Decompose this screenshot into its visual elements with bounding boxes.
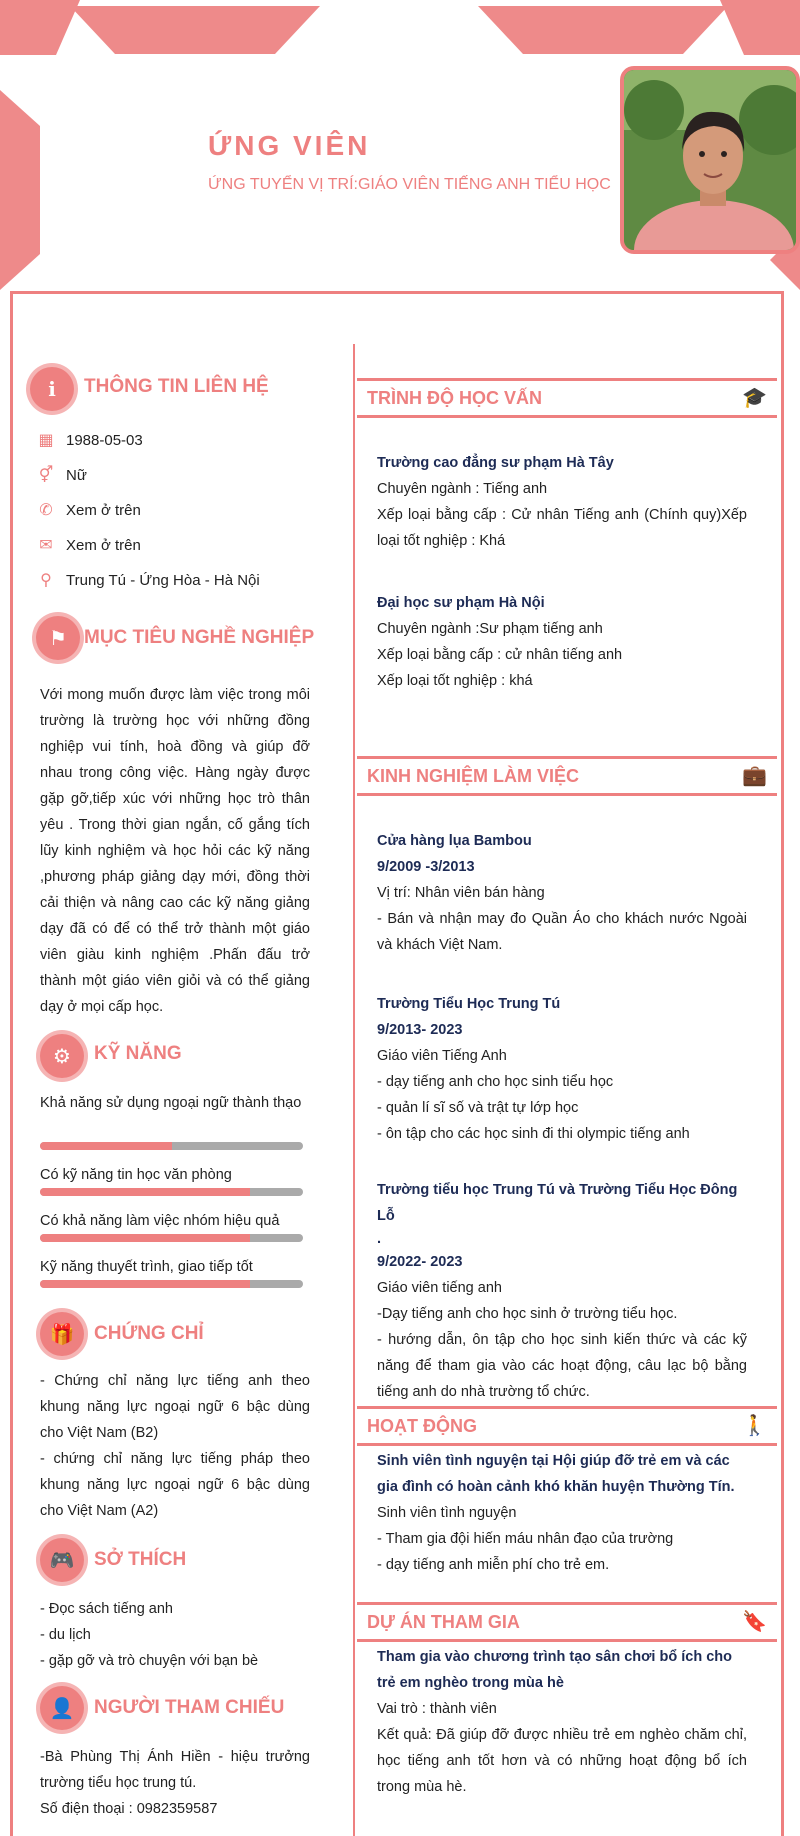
experience-title: KINH NGHIỆM LÀM VIỆC bbox=[367, 766, 580, 786]
birthdate-value: 1988-05-03 bbox=[66, 431, 143, 449]
experience-task: - dạy tiếng anh cho học sinh tiểu học bbox=[377, 1074, 614, 1090]
hobby-item: - gặp gỡ và trò chuyện với bạn bè bbox=[40, 1653, 259, 1669]
hobbies-badge bbox=[40, 1538, 84, 1582]
contact-email bbox=[34, 535, 141, 555]
experience-period: 9/2009 -3/2013 bbox=[377, 859, 475, 875]
education-detail: Xếp loại bằng cấp : cử nhân tiếng anh bbox=[377, 647, 623, 663]
gamepad-icon: 🎮 bbox=[49, 1549, 75, 1572]
candidate-photo-image bbox=[624, 70, 796, 250]
experience-item bbox=[377, 828, 747, 958]
experience-role: Giáo viên tiếng anh bbox=[377, 1280, 502, 1296]
candidate-name: ỨNG VIÊN bbox=[208, 130, 371, 161]
experience-task: - Bán và nhận may đo Quần Áo cho khách nước Ngoài và khách Việt Nam. bbox=[377, 911, 747, 953]
experience-company: Trường tiểu học Trung Tú và Trường Tiểu Học Đông Lỗ bbox=[377, 1182, 738, 1224]
contact-title: THÔNG TIN LIÊN HỆ bbox=[84, 376, 269, 397]
project-result: Kết quả: Đã giúp đỡ được nhiều trẻ em nghèo chăm chỉ, học tiếng anh tốt hơn và có những hoạt động bổ ích trong mùa hè. bbox=[377, 1727, 747, 1795]
experience-company: Cửa hàng lụa Bambou bbox=[377, 833, 532, 849]
header-decoration-top-right-corner bbox=[720, 0, 800, 55]
reference-person: -Bà Phùng Thị Ánh Hiền - hiệu trưởng trường tiểu học trung tú. bbox=[40, 1749, 310, 1791]
header-decoration-left-side bbox=[0, 90, 40, 290]
activity-heading: Sinh viên tình nguyện tại Hội giúp đỡ trẻ em và các gia đình có hoàn cảnh khó khăn huyện Thường Tín. bbox=[377, 1453, 735, 1495]
activity-task: - Tham gia đội hiến máu nhân đạo của trường bbox=[377, 1531, 674, 1547]
header-decoration-top-left-2 bbox=[70, 6, 320, 54]
education-major: Chuyên ngành :Sư phạm tiếng anh bbox=[377, 621, 603, 637]
hobby-item: - Đọc sách tiếng anh bbox=[40, 1601, 173, 1617]
objective-text: Với mong muốn được làm việc trong môi trường là trường học với những đồng nghiệp vui tính, hoà đồng và giúp đỡ nhau trong công việc. Hàng ngày được gặp gỡ,tiếp xúc với những học trò thân yêu . Trong thời gian ngắn, cố gắng tích lũy kinh nghiệm và học hỏi các kỹ năng ,phương pháp giảng dạy mới, đồng thời cải thiện và nâng cao các kỹ năng giảng dạy đã có để có thể trở thành một giáo viên giàu kinh nghiệm .Phấn đấu trở thành một giáo viên giỏi và có thể giảng dạy ở mọi cấp học. bbox=[40, 687, 310, 1015]
skill-bar-fill bbox=[40, 1234, 250, 1242]
education-detail: Xếp loại tốt nghiệp : khá bbox=[377, 673, 533, 689]
skill-label: Khả năng sử dụng ngoại ngữ thành thạo bbox=[40, 1095, 302, 1111]
skill-bar bbox=[40, 1280, 303, 1288]
experience-period: 9/2013- 2023 bbox=[377, 1022, 463, 1038]
phone-icon: ✆ bbox=[39, 502, 53, 519]
skills-badge bbox=[40, 1034, 84, 1078]
education-school: Đại học sư phạm Hà Nội bbox=[377, 595, 545, 611]
activities-title: HOẠT ĐỘNG bbox=[367, 1416, 477, 1436]
skill-bar bbox=[40, 1142, 303, 1150]
skills-title: KỸ NĂNG bbox=[94, 1043, 182, 1064]
skill-bar bbox=[40, 1188, 303, 1196]
certificate-item: - Chứng chỉ năng lực tiếng anh theo khung năng lực ngoại ngữ 6 bậc dùng cho Việt Nam (B2) bbox=[40, 1373, 310, 1441]
experience-company: Trường Tiểu Học Trung Tú bbox=[377, 996, 561, 1012]
skill-bar-fill bbox=[40, 1188, 250, 1196]
objective-badge bbox=[36, 616, 80, 660]
project-item bbox=[377, 1644, 747, 1800]
experience-company-suffix: . bbox=[377, 1231, 382, 1247]
activity-item bbox=[377, 1448, 747, 1578]
contact-address bbox=[34, 570, 260, 590]
contact-phone bbox=[34, 500, 141, 520]
experience-task: - hướng dẫn, ôn tập cho học sinh kiến thức và các kỹ năng để tham gia vào các hoạt động, câu lạc bộ bằng tiếng anh do nhà trường tổ chức. bbox=[377, 1332, 747, 1400]
skills-icon: ⚙ bbox=[53, 1045, 71, 1068]
candidate-photo bbox=[620, 66, 800, 254]
header-decoration-top-left bbox=[0, 0, 80, 55]
skill-label: Có kỹ năng tin học văn phòng bbox=[40, 1167, 232, 1183]
email-value: Xem ở trên bbox=[66, 536, 141, 554]
gift-icon: 🎁 bbox=[49, 1323, 75, 1346]
education-major: Chuyên ngành : Tiếng anh bbox=[377, 481, 548, 497]
flag-icon: ⚑ bbox=[49, 627, 67, 650]
skill-label: Kỹ năng thuyết trình, giao tiếp tốt bbox=[40, 1259, 253, 1275]
activity-person-icon: 🚶 bbox=[742, 1415, 767, 1437]
experience-task: - quản lí sĩ số và trật tự lớp học bbox=[377, 1100, 579, 1116]
contact-badge bbox=[30, 367, 74, 411]
briefcase-icon: 💼 bbox=[742, 765, 767, 787]
certificates-badge bbox=[40, 1312, 84, 1356]
experience-task: -Dạy tiếng anh cho học sinh ở trường tiểu học. bbox=[377, 1306, 678, 1322]
references-title: NGƯỜI THAM CHIẾU bbox=[94, 1697, 285, 1718]
experience-header bbox=[357, 756, 777, 796]
skill-bar bbox=[40, 1234, 303, 1242]
education-item bbox=[377, 590, 747, 694]
education-header bbox=[357, 378, 777, 418]
location-icon: ⚲ bbox=[40, 572, 52, 589]
calendar-icon: ▦ bbox=[38, 432, 54, 449]
person-icon: 👤 bbox=[49, 1697, 75, 1720]
email-icon: ✉ bbox=[39, 537, 53, 554]
skill-label: Có khả năng làm việc nhóm hiệu quả bbox=[40, 1213, 280, 1229]
projects-title: DỰ ÁN THAM GIA bbox=[367, 1612, 520, 1632]
experience-task: - ôn tập cho các học sinh đi thi olympic tiếng anh bbox=[377, 1126, 690, 1142]
contact-birthdate bbox=[34, 430, 143, 450]
applied-position: ỨNG TUYỂN VỊ TRÍ:GIÁO VIÊN TIẾNG ANH TIỂU HỌC bbox=[208, 176, 611, 193]
references-badge bbox=[40, 1686, 84, 1730]
project-role: Vai trò : thành viên bbox=[377, 1701, 497, 1717]
header-decoration-top-right bbox=[478, 6, 728, 54]
experience-period: 9/2022- 2023 bbox=[377, 1254, 463, 1270]
bookmark-icon: 🔖 bbox=[742, 1611, 767, 1633]
hobby-item: - du lịch bbox=[40, 1627, 91, 1643]
gender-value: Nữ bbox=[66, 466, 87, 484]
education-title: TRÌNH ĐỘ HỌC VẤN bbox=[367, 388, 542, 408]
gender-icon: ⚥ bbox=[38, 467, 54, 484]
column-divider bbox=[353, 344, 355, 1836]
info-icon: i bbox=[48, 377, 56, 401]
graduation-cap-icon: 🎓 bbox=[742, 387, 767, 409]
education-school: Trường cao đẳng sư phạm Hà Tây bbox=[377, 455, 614, 471]
reference-phone: Số điện thoại : 0982359587 bbox=[40, 1801, 218, 1817]
experience-role: Giáo viên Tiếng Anh bbox=[377, 1048, 507, 1064]
experience-item bbox=[377, 1177, 755, 1405]
education-item bbox=[377, 450, 747, 554]
projects-header bbox=[357, 1602, 777, 1642]
phone-value: Xem ở trên bbox=[66, 501, 141, 519]
experience-role: Vị trí: Nhân viên bán hàng bbox=[377, 885, 545, 901]
certificates-title: CHỨNG CHỈ bbox=[94, 1323, 204, 1344]
activity-task: - dạy tiếng anh miễn phí cho trẻ em. bbox=[377, 1557, 610, 1573]
education-detail: Xếp loại bằng cấp : Cử nhân Tiếng anh (Chính quy)Xếp loại tốt nghiệp : Khá bbox=[377, 507, 747, 549]
activity-role: Sinh viên tình nguyện bbox=[377, 1505, 517, 1521]
address-value: Trung Tú - Ứng Hòa - Hà Nội bbox=[66, 571, 260, 589]
contact-gender bbox=[34, 465, 87, 485]
skill-bar-fill bbox=[40, 1142, 172, 1150]
activities-header bbox=[357, 1406, 777, 1446]
objective-title: MỤC TIÊU NGHỀ NGHIỆP bbox=[84, 627, 315, 648]
certificate-item: - chứng chỉ năng lực tiếng pháp theo khung năng lực ngoại ngữ 6 bậc dùng cho Việt Nam (A2) bbox=[40, 1451, 310, 1519]
skill-bar-fill bbox=[40, 1280, 250, 1288]
project-heading: Tham gia vào chương trình tạo sân chơi bổ ích cho trẻ em nghèo trong mùa hè bbox=[377, 1649, 732, 1691]
experience-item bbox=[377, 991, 747, 1147]
hobbies-title: SỞ THÍCH bbox=[94, 1549, 187, 1570]
